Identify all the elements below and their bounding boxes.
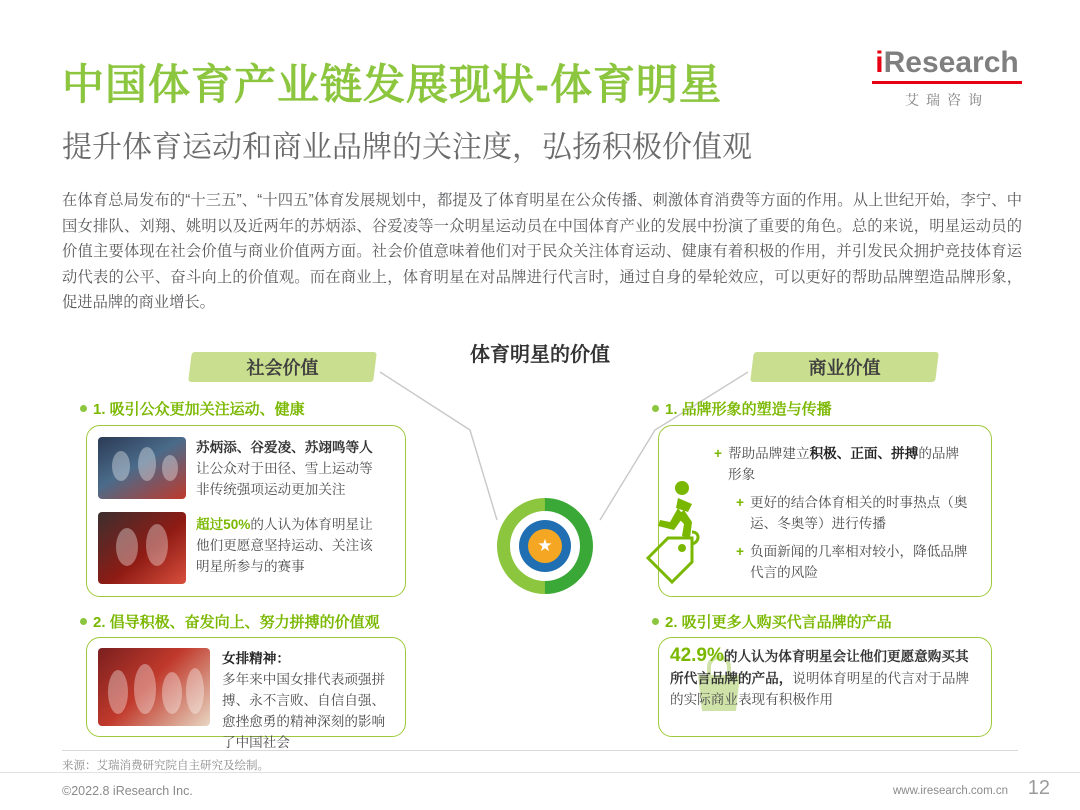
- page-number: 12: [1027, 777, 1050, 799]
- right-item1-post: 的品牌形象: [728, 446, 960, 482]
- right-stat-text: [670, 645, 970, 711]
- copyright-text: ©2022.8 iResearch Inc.: [62, 784, 193, 798]
- left-item2-rest: 的人认为体育明星让他们更愿意坚持运动、关注该明星所参与的赛事: [196, 517, 373, 574]
- center-heading: 体育明星的价值: [470, 344, 610, 366]
- right-item-2: [736, 492, 972, 534]
- left-item3-body: 多年来中国女排代表顽强拼搏、永不言败、自信自强、愈挫愈勇的精神深刻的影响了中国社会: [222, 672, 386, 750]
- stat-value: 42.9%: [670, 645, 724, 666]
- medal-star-icon: ★: [528, 529, 562, 563]
- medal-graphic: [497, 498, 593, 594]
- bullet-dot-left-1: [80, 405, 87, 412]
- right-item3-text: 负面新闻的几率相对较小，降低品牌代言的风险: [750, 544, 968, 580]
- iresearch-logo: [872, 48, 1022, 110]
- right-item2-text: 更好的结合体育相关的时事热点（奥运、冬奥等）进行传播: [750, 495, 968, 531]
- price-tag-icon: [642, 528, 704, 590]
- athlete-photo-1: [98, 437, 186, 499]
- logo-bar: [872, 81, 1022, 84]
- right-section2-title: 2. 吸引更多人购买代言品牌的产品: [665, 614, 892, 631]
- page-title: 中国体育产业链发展现状-体育明星: [62, 61, 722, 108]
- right-item1-bold: 积极、正面、拼搏: [809, 446, 919, 461]
- commercial-value-banner: [752, 352, 937, 382]
- plus-icon-1: +: [714, 446, 722, 461]
- website-url: www.iresearch.com.cn: [892, 785, 1008, 797]
- bullet-dot-right-1: [652, 405, 659, 412]
- stat-bold: 的人认为体育明星会让他们更愿意购买其所代言品牌的产品，: [670, 649, 969, 686]
- footer-divider: [62, 750, 1018, 751]
- intro-paragraph: 在体育总局发布的“十三五”、“十四五”体育发展规划中，都提及了体育明星在公众传播、刺激体育消费等方面的作用。从上世纪开始，李宁、中国女排队、刘翔、姚明以及近两年的苏炳添、谷爱凌等一众明星运动员在中国体育产业的发展中扮演了重要的角色。总的来说，明星运动员的价值主要体现在社会价值与商业价值两方面。社会价值意味着他们对于民众关注体育运动、健康有着积极的作用，并引发民众拥护竞技体育运动代表的公平、奋斗向上的价值观。而在商业上，体育明星在对品牌进行代言时，通过自身的晕轮效应，可以更好的帮助品牌塑造品牌形象，促进品牌的商业增长。: [62, 192, 1022, 311]
- bullet-dot-right-2: [652, 618, 659, 625]
- left-section1-title: 1. 吸引公众更加关注运动、健康: [93, 401, 305, 418]
- left-item-1-text: [196, 437, 384, 577]
- logo-i: i: [875, 46, 884, 79]
- footer-bar: [0, 772, 1080, 810]
- stat-tail: 说明体育明星的代言对于品牌的实际商业表现有积极作用: [670, 670, 970, 707]
- right-item-3: [736, 541, 972, 583]
- bullet-dot-left-2: [80, 618, 87, 625]
- right-item-1: [714, 443, 972, 485]
- commercial-value-label: 商业价值: [808, 358, 881, 378]
- left-item3-head: 女排精神：: [222, 651, 290, 666]
- left-item2-highlight: 超过50%: [196, 517, 251, 532]
- social-value-label: 社会价值: [246, 358, 319, 378]
- right-section1-title: 1. 品牌形象的塑造与传播: [665, 401, 832, 418]
- athlete-photo-2: [98, 512, 186, 584]
- plus-icon-3: +: [736, 544, 744, 559]
- left-section2-title: 2. 倡导积极、奋发向上、努力拼搏的价值观: [93, 614, 380, 631]
- plus-icon-2: +: [736, 495, 744, 510]
- social-value-banner: [190, 352, 375, 382]
- right-items-list: [714, 443, 972, 590]
- logo-wordmark: [872, 48, 1022, 78]
- logo-research: Research: [883, 46, 1019, 79]
- left-item1-rest: 让公众对于田径、雪上运动等非传统强项运动更加关注: [196, 461, 373, 497]
- medal-core: [519, 520, 571, 572]
- volleyball-team-photo: [98, 648, 210, 726]
- logo-chinese: 艾瑞咨询: [905, 92, 989, 108]
- left-item-3-text: [222, 648, 388, 753]
- left-item1-bold: 苏炳添、谷爱凌、苏翊鸣等人: [196, 440, 373, 455]
- right-item1-pre: 帮助品牌建立: [728, 446, 810, 461]
- page-subtitle: 提升体育运动和商业品牌的关注度，弘扬积极价值观: [62, 131, 752, 164]
- source-note: 来源：艾瑞消费研究院自主研究及绘制。: [62, 760, 269, 772]
